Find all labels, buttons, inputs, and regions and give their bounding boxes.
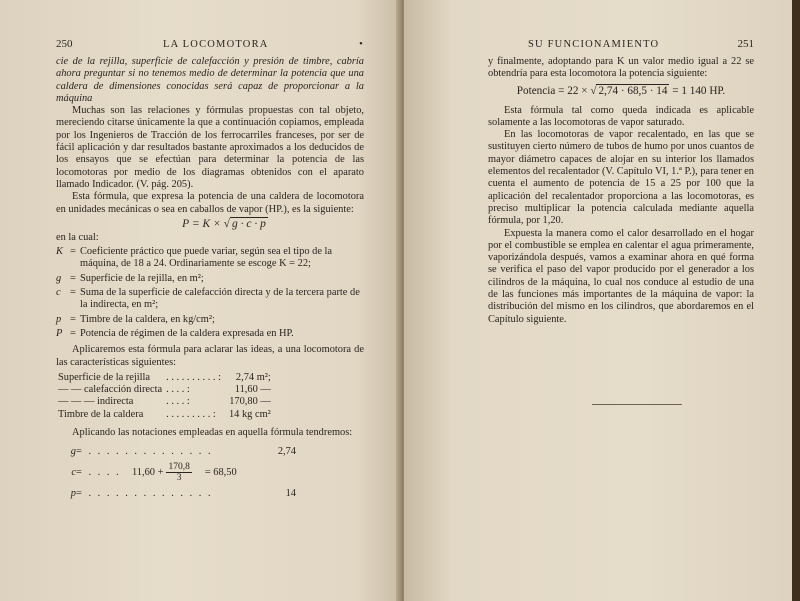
left-para-1: cie de la rejilla, superficie de calefacción y presión de timbre, cabría ahora preguntar si no tenemos medio de determinar la potencia que una caldera de dimensiones conocidas será capaz de proporcionar a la máquina <box>56 56 364 104</box>
def-symbol: c <box>56 287 61 299</box>
fraction-numerator: 170,8 <box>168 461 190 472</box>
row-label: — — calefacción directa <box>58 384 163 396</box>
def-text: Coeficiente práctico que puede variar, según sea el tipo de la máquina, de 18 a 24. Ordinariamente se escoge K = 22; <box>80 246 333 270</box>
definition-item: K = Coeficiente práctico que puede variar, según sea el tipo de la máquina, de 18 a 24. Ordinariamente se escoge K = 22; <box>56 246 364 271</box>
row-dots: . . . . . . . . . . : <box>166 371 221 383</box>
calc-symbol: g <box>70 445 76 457</box>
sqrt-sign: √ <box>590 84 597 97</box>
fraction-denominator: 3 <box>176 472 182 483</box>
table-row <box>56 409 273 421</box>
def-symbol: K <box>56 246 63 258</box>
left-para-2: Muchas son las relaciones y fórmulas propuestas con tal objeto, mereciendo citarse únicamente la que a continuación copiamos, empleada por los Ingenieros de Tracción de los ferrocarriles franceses, por ser de fácil aplicación y dar resultados bastante aproximados a los deducidos de los ensayos que se efectúan para determinar la potencia de las locomotoras por medio de los diagramas obtenidos con el aparato llamado Indicador. (V. pág. 205). <box>56 105 364 190</box>
calc-row-p <box>56 485 364 501</box>
calc-dots: = . . . . . . . . . . . . . . <box>76 445 213 457</box>
def-text: Superficie de la rejilla, en m²; <box>80 272 204 284</box>
characteristics-table <box>56 372 273 421</box>
definition-item: p = Timbre de la caldera, en kg/cm²; <box>56 314 364 326</box>
potencia-lhs: Potencia = 22 × <box>516 84 588 97</box>
left-para-5: Aplicando las notaciones empleadas en aquella fórmula tendremos: <box>72 427 353 439</box>
calc-dots: = . . . . <box>76 466 121 478</box>
table-row <box>56 384 273 396</box>
row-value: 2,74 m²; <box>235 371 271 383</box>
calc-fraction <box>166 462 191 483</box>
left-running-header <box>56 38 364 50</box>
right-para-4: Expuesta la manera como el calor desarrollado en el hogar por el combustible se emplea en calentar el agua primeramente, vaporizándola después, vamos a examinar ahora en qué forma se verifica el paso del vapor producido por el generador a los cilindros de la máquina, lo cual nos conduce al estudio de una de las funciones más importantes de la máquina de vapor: la distribución del mismo en los cilindros, que abordaremos en el Capítulo siguiente. <box>488 227 754 325</box>
right-para-2: Esta fórmula tal como queda indicada es aplicable solamente a las locomotoras de vapor saturado. <box>488 104 754 128</box>
calc-value: = 68,50 <box>204 466 237 478</box>
calc-symbol: c <box>71 466 76 478</box>
head-mark: • <box>359 39 364 50</box>
sqrt-sign: √ <box>223 217 230 230</box>
row-label: — — — indirecta <box>58 396 134 408</box>
def-text: Suma de la superficie de calefacción directa y de la tercera parte de la indirecta, en m²; <box>80 287 360 311</box>
potencia-root: 2,74 · 68,5 · 14 <box>598 84 668 97</box>
calc-row-g <box>56 443 364 459</box>
definition-item: c = Suma de la superficie de calefacción directa y de la tercera parte de la indirecta, en m²; <box>56 287 364 312</box>
right-page-number: 251 <box>737 38 754 50</box>
row-label: Superficie de la rejilla <box>58 371 151 383</box>
row-value: 14 kg cm² <box>228 408 271 420</box>
row-dots: . . . . . . . . . : <box>166 408 216 420</box>
def-text: Potencia de régimen de la caldera expresada en HP. <box>80 327 294 339</box>
formula-root: g · c · p <box>231 217 266 230</box>
row-dots: . . . . : <box>166 396 190 408</box>
row-label: Timbre de la caldera <box>58 408 144 420</box>
right-para-1: y finalmente, adoptando para K un valor medio igual a 22 se obtendría para esta locomotora la potencia siguiente: <box>488 56 754 80</box>
definition-item: P = Potencia de régimen de la caldera expresada en HP. <box>56 328 364 340</box>
calc-row-c <box>56 459 364 485</box>
table-row <box>56 372 273 384</box>
power-formula <box>86 218 364 230</box>
calc-value: 2,74 <box>277 445 296 457</box>
definitions-list <box>56 246 364 340</box>
right-running-head: SU FUNCIONAMIENTO <box>528 39 660 50</box>
def-symbol: P <box>56 327 63 339</box>
potencia-formula <box>488 85 754 97</box>
row-value: 170,80 — <box>229 396 271 408</box>
en-la-cual: en la cual: <box>56 231 99 243</box>
left-para-4: Aplicaremos esta fórmula para aclarar las ideas, a una locomotora de las características siguientes: <box>56 344 364 368</box>
def-text: Timbre de la caldera, en kg/cm²; <box>80 313 215 325</box>
left-page-number: 250 <box>56 38 73 50</box>
page-edge <box>792 0 800 601</box>
calc-symbol: p <box>70 487 76 499</box>
left-running-head: LA LOCOMOTORA <box>163 39 269 50</box>
right-page <box>404 0 800 601</box>
formula-lhs: P = K × <box>182 217 221 230</box>
right-running-header <box>488 38 754 50</box>
right-para-3: En las locomotoras de vapor recalentado, en las que se sustituyen cierto número de tubos de humo por unos cuantos de mayor diámetro capaces de alojar en su interior los llamados elementos del recalentador (V. Capítulo VI, 1.ª P.), para tener en cuenta el aumento de potencia de 15 a 25 por 100 que la aplicación del recalentador proporciona a las locomotoras, es preciso multiplicar la potencia calculada mediante aquella fórmula, por 1,20. <box>488 129 754 227</box>
calc-first-term: 11,60 + <box>132 466 164 478</box>
def-symbol: p <box>56 313 62 325</box>
calc-dots: = . . . . . . . . . . . . . . <box>76 487 213 499</box>
table-row <box>56 396 273 408</box>
calculation-block <box>56 443 364 501</box>
row-value: 11,60 — <box>234 384 271 396</box>
definition-item: g = Superficie de la rejilla, en m²; <box>56 273 364 285</box>
calc-value: 14 <box>285 487 296 499</box>
potencia-rhs: = 1 140 HP. <box>672 84 726 97</box>
def-symbol: g <box>56 272 62 284</box>
row-dots: . . . . : <box>166 384 190 396</box>
left-para-3: Esta fórmula, que expresa la potencia de una caldera de locomotora en unidades mecánicas o sea en caballos de vapor (HP.), es la siguiente: <box>56 191 364 215</box>
section-end-rule <box>592 404 682 405</box>
